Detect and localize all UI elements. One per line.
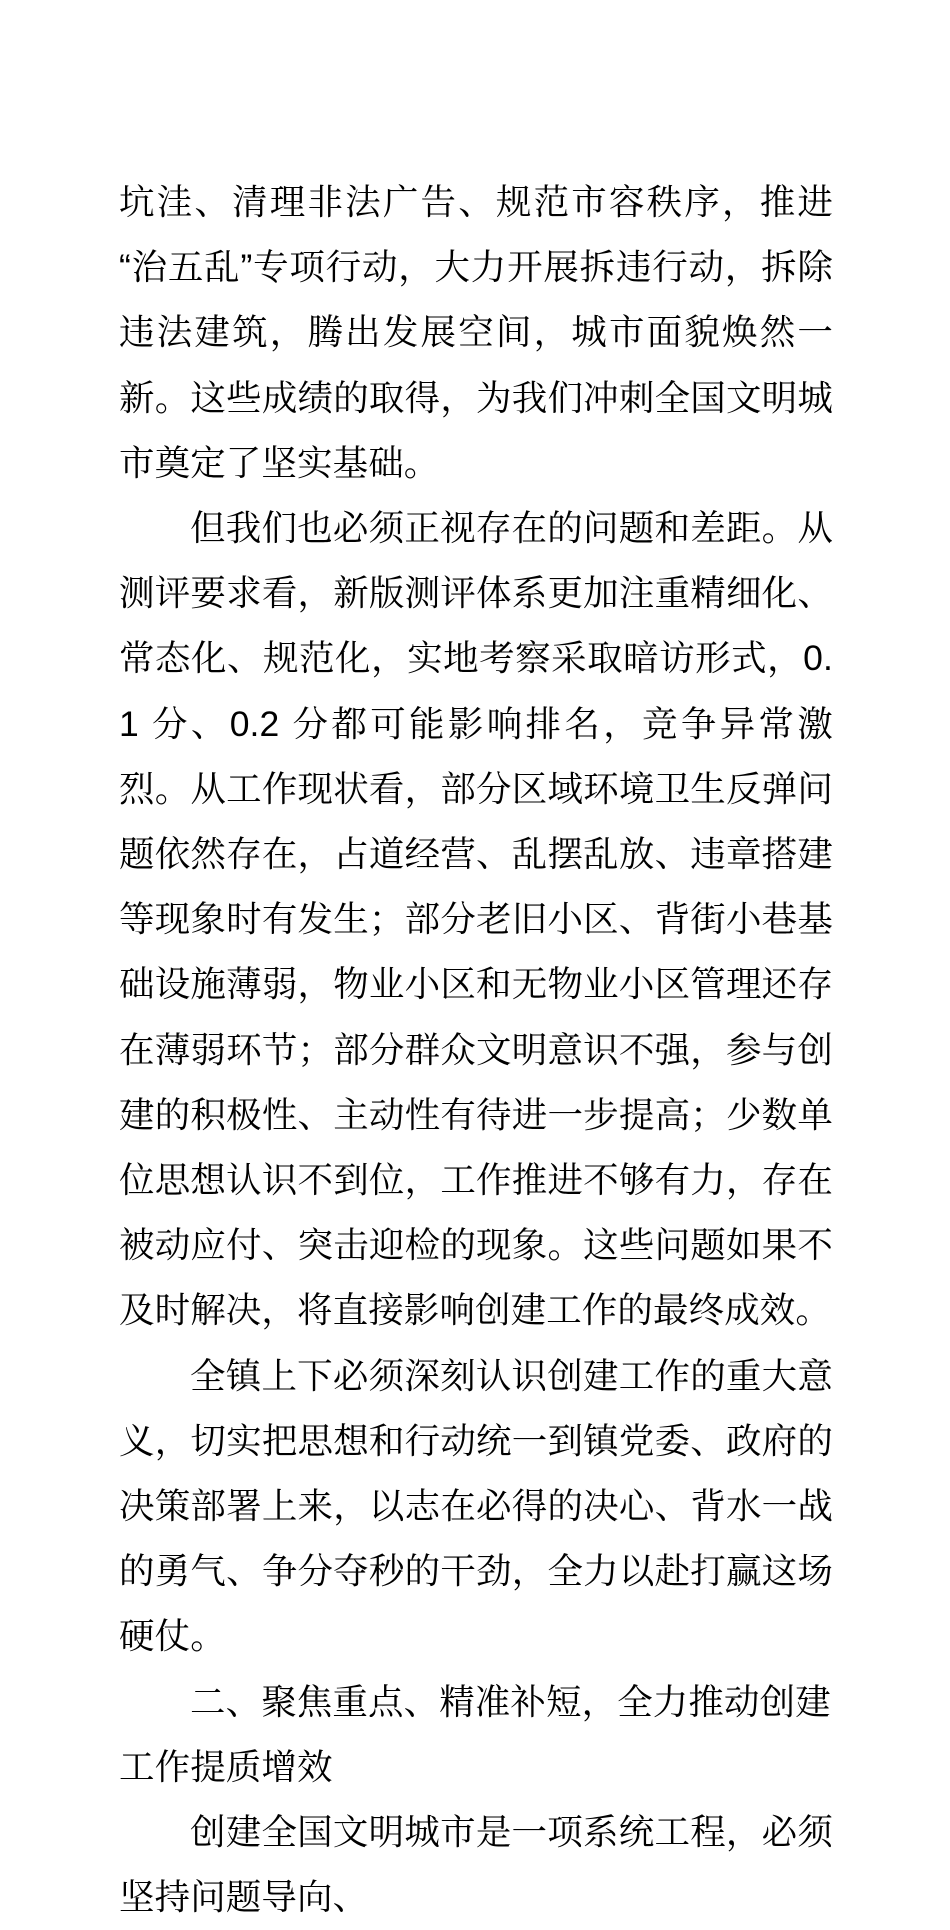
document-text-body — [119, 170, 833, 1930]
paragraph-systematic-project: 创建全国文明城市是一项系统工程，必须坚持问题导向、 — [119, 1812, 833, 1918]
section-heading-two: 二、聚焦重点、精准补短，全力推动创建工作提质增效 — [119, 1681, 831, 1787]
paragraph-continuation-city-appearance: 坑洼、清理非法广告、规范市容秩序，推进“治五乱”专项行动，大力开展拆违行动，拆除违法建筑，腾出发展空间，城市面貌焕然一新。这些成绩的取得，为我们冲刺全国文明城市奠定了坚实基础。 — [119, 182, 833, 483]
paragraph-problems-and-gaps: 但我们也必须正视存在的问题和差距。从测评要求看，新版测评体系更加注重精细化、常态化、规范化，实地考察采取暗访形式，0.1 分、0.2 分都可能影响排名，竞争异常激烈。从工作现状看，部分区域环境卫生反弹问题依然存在，占道经营、乱摆乱放、违章搭建等现象时有发生；部分老旧小区、背街小巷基础设施薄弱，物业小区和无物业小区管理还存在薄弱环节；部分群众文明意识不强，参与创建的积极性、主动性有待进一步提高；少数单位思想认识不到位，工作推进不够有力，存在被动应付、突击迎检的现象。这些问题如果不及时解决，将直接影响创建工作的最终成效。 — [119, 508, 833, 1331]
paragraph-townwide-mobilization: 全镇上下必须深刻认识创建工作的重大意义，切实把思想和行动统一到镇党委、政府的决策部署上来，以志在必得的决心、背水一战的勇气、争分夺秒的干劲，全力以赴打赢这场硬仗。 — [119, 1355, 833, 1657]
